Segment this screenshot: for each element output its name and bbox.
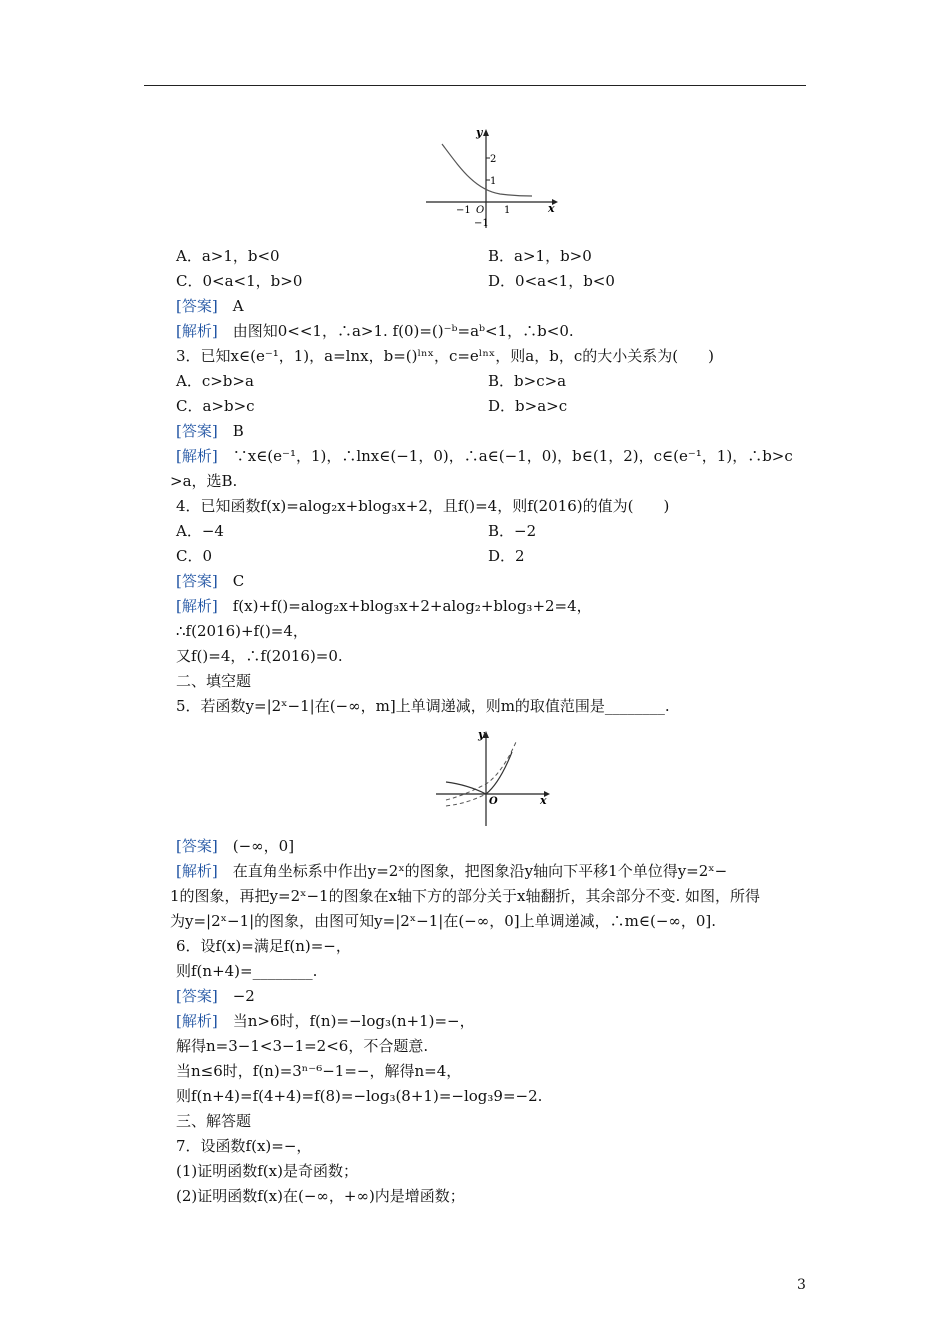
tick-1: 1 (490, 176, 497, 187)
q5-analysis-line2: 1的图象，再把y=2ˣ−1的图象在x轴下方的部分关于x轴翻折，其余部分不变. 如图，所得 (170, 887, 761, 905)
analysis-tag: [解析] (176, 447, 218, 465)
q4-answer (176, 571, 244, 591)
q5-analysis-line1 (176, 861, 727, 881)
section-fill-in: 二、填空题 (176, 672, 252, 690)
analysis-text: ∵x∈(e⁻¹，1)，∴lnx∈(−1，0)，∴a∈(−1，0)，b∈(1，2)，c∈(e⁻¹，1)，∴b>c (232, 447, 793, 465)
q4-option-a: A．−4 (176, 522, 224, 540)
q6-analysis-line4: 则f(n+4)=f(4+4)=f(8)=−log₃(8+1)=−log₃9=−2. (176, 1087, 543, 1105)
q5-analysis-line3: 为y=|2ˣ−1|的图象，由图可知y=|2ˣ−1|在(−∞，0]上单调递减，∴m∈(−∞，0]. (170, 912, 717, 930)
page-number: 3 (797, 1277, 806, 1293)
answer-value: (−∞，0] (232, 837, 295, 855)
dashed-curve-2x-minus-1 (446, 794, 486, 806)
figure-abs-exponential (432, 726, 552, 828)
q3-analysis-line1 (176, 446, 793, 466)
y-label: y (476, 126, 483, 139)
q7-part1: (1)证明函数f(x)是奇函数； (176, 1162, 358, 1180)
answer-value: C (232, 572, 245, 590)
header-rule (144, 85, 806, 86)
q3-answer (176, 421, 244, 441)
q6-stem-line1: 6．设f(x)=满足f(n)=−， (176, 937, 351, 955)
analysis-tag: [解析] (176, 862, 218, 880)
x-label: x (548, 202, 555, 215)
analysis-tag: [解析] (176, 1012, 218, 1030)
tick-neg1-y: −1 (474, 218, 489, 229)
q7-part2: (2)证明函数f(x)在(−∞，+∞)内是增函数； (176, 1187, 465, 1205)
analysis-text: 由图知0<<1，∴a>1. f(0)=()⁻ᵇ=aᵇ<1，∴b<0. (232, 322, 574, 340)
tick-2: 2 (490, 154, 497, 165)
y-label: y (478, 728, 485, 741)
q4-analysis-line1 (176, 596, 592, 616)
analysis-text: 当n>6时，f(n)=−log₃(n+1)=−， (232, 1012, 475, 1030)
q2-option-d: D．0<a<1，b<0 (488, 272, 615, 290)
q4-analysis-line2: ∴f(2016)+f()=4， (176, 622, 308, 640)
answer-tag: [答案] (176, 837, 218, 855)
q3-option-c: C．a>b>c (176, 397, 255, 415)
analysis-text: f(x)+f()=alog₂x+blog₃x+2+alog₂+blog₃+2=4， (232, 597, 592, 615)
tick-1-x: 1 (504, 205, 511, 216)
q4-option-b: B．−2 (488, 522, 537, 540)
q2-option-b: B．a>1，b>0 (488, 247, 592, 265)
answer-value: A (232, 297, 244, 315)
q4-option-c: C．0 (176, 547, 213, 565)
answer-tag: [答案] (176, 572, 218, 590)
q5-stem: 5．若函数y=|2ˣ−1|在(−∞，m]上单调递减，则m的取值范围是________. (176, 697, 670, 715)
answer-tag: [答案] (176, 987, 218, 1005)
y-axis-arrow (483, 129, 489, 136)
decay-curve (442, 144, 532, 196)
q3-stem: 3．已知x∈(e⁻¹，1)，a=lnx，b=()ˡⁿˣ，c=eˡⁿˣ，则a，b，c的大小关系为( ) (176, 347, 714, 365)
figure-exponential-decay (420, 124, 560, 234)
analysis-tag: [解析] (176, 597, 218, 615)
answer-value: B (232, 422, 244, 440)
q2-option-c: C．0<a<1，b>0 (176, 272, 303, 290)
q7-stem: 7．设函数f(x)=−， (176, 1137, 312, 1155)
origin-label: O (489, 796, 498, 807)
q4-analysis-line3: 又f()=4，∴f(2016)=0. (176, 647, 343, 665)
q6-stem-line2: 则f(n+4)=________. (176, 962, 318, 980)
q6-analysis-line2: 解得n=3−1<3−1=2<6，不合题意. (176, 1037, 429, 1055)
q2-answer (176, 296, 244, 316)
q3-option-d: D．b>a>c (488, 397, 568, 415)
q4-stem: 4．已知函数f(x)=alog₂x+blog₃x+2，且f()=4，则f(2016)的值为( ) (176, 497, 670, 515)
q6-analysis-line1 (176, 1011, 475, 1031)
answer-tag: [答案] (176, 297, 218, 315)
q4-option-d: D．2 (488, 547, 525, 565)
q6-analysis-line3: 当n≤6时，f(n)=3ⁿ⁻⁶−1=−，解得n=4， (176, 1062, 462, 1080)
q2-option-a: A．a>1，b<0 (176, 247, 280, 265)
origin-label: O (476, 205, 485, 216)
q5-answer (176, 836, 294, 856)
analysis-text: 在直角坐标系中作出y=2ˣ的图象，把图象沿y轴向下平移1个单位得y=2ˣ− (232, 862, 728, 880)
q3-option-b: B．b>c>a (488, 372, 567, 390)
q3-option-a: A．c>b>a (176, 372, 254, 390)
tick-neg1-x: −1 (456, 205, 471, 216)
x-label: x (540, 794, 547, 807)
q3-analysis-line2: >a，选B. (170, 472, 238, 490)
analysis-tag: [解析] (176, 322, 218, 340)
section-solutions: 三、解答题 (176, 1112, 252, 1130)
q6-answer (176, 986, 255, 1006)
answer-tag: [答案] (176, 422, 218, 440)
q2-analysis (176, 321, 574, 341)
answer-value: −2 (232, 987, 255, 1005)
